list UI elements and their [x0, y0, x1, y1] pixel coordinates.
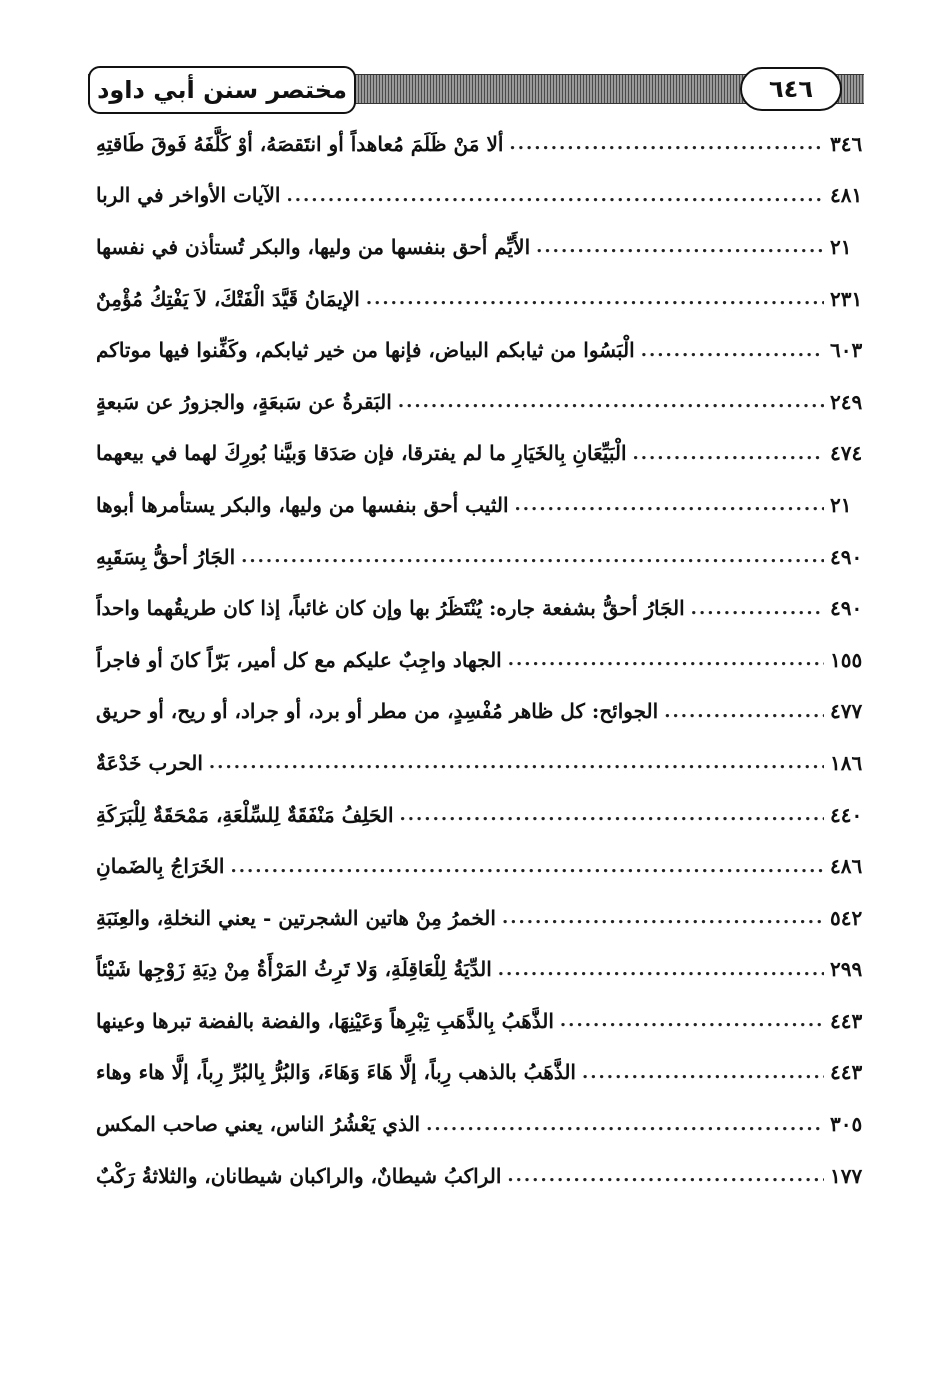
entry-page: ٣٠٥	[830, 1112, 863, 1137]
entry-text: الخَرَاجُ بِالضَمانِ	[96, 854, 225, 879]
entry-page: ٢١	[830, 492, 852, 517]
running-header	[88, 66, 864, 114]
entry-page: ٤٤٣	[830, 1008, 863, 1033]
index-entry	[96, 840, 882, 892]
dot-leader	[582, 1062, 824, 1083]
entry-text: الجوائح: كل ظاهر مُفْسِدٍ، من مطر أو برد، أو جراد، أو ريح، أو حريق	[96, 699, 659, 724]
index-entry	[96, 428, 882, 480]
entry-page: ٢٩٩	[830, 957, 863, 982]
entry-text: الذَّهَبُ بالذهب رِباً، إلَّا هَاءَ وَهَاءَ، وَالبُرُّ بِالبُرِّ رِباً، إلَّا هاء وهاء	[96, 1060, 576, 1085]
index-entry	[96, 995, 882, 1047]
dot-leader	[498, 959, 824, 980]
dot-leader	[507, 1165, 824, 1186]
entry-page: ٤٧٧	[830, 699, 863, 724]
entry-text: الجهاد واجِبٌ عليكم مع كل أمير، بَرّاً كانَ أو فاجراً	[96, 647, 502, 672]
index-entry	[96, 221, 882, 273]
index-entry	[96, 686, 882, 738]
dot-leader	[536, 236, 824, 257]
dot-leader	[209, 752, 824, 773]
dot-leader	[508, 649, 824, 670]
dot-leader	[560, 1010, 824, 1031]
entry-text: الإيمَانُ قَيَّدَ الْفَتْكَ، لاَ يَفْتِكُ مُؤْمِنٌ	[96, 286, 360, 311]
dot-leader	[287, 185, 825, 206]
entry-page: ٢٤٩	[830, 389, 863, 414]
entry-text: الخمرُ مِنْ هاتين الشجرتين - يعني النخلةِ، والعِنَبَةِ	[96, 905, 496, 930]
entry-page: ٤٨٦	[830, 854, 863, 879]
dot-leader	[641, 340, 824, 361]
entry-text: الدِّيَةُ لِلْعَاقِلَةِ، وَلا تَرِثُ المَرْأَةُ مِنْ دِيَةِ زَوْجِها شَيْئاً	[96, 957, 492, 982]
entry-page: ٣٤٦	[830, 131, 863, 156]
entry-page: ٤٧٤	[830, 441, 863, 466]
entry-page: ١٥٥	[830, 647, 863, 672]
entry-page: ٤٩٠	[830, 596, 863, 621]
entry-text: الذي يَعْشُرُ الناس، يعني صاحب المكس	[96, 1112, 421, 1137]
entry-text: الحَلِفُ مَنْفَقَةٌ لِلسِّلْعَةِ، مَمْحَقَةٌ لِلْبَرَكَةِ	[96, 802, 394, 827]
index-entry	[96, 1098, 882, 1150]
entry-page: ١٨٦	[830, 750, 863, 775]
index-entry	[96, 1150, 882, 1202]
dot-leader	[509, 133, 824, 154]
index-entry	[96, 582, 882, 634]
index-entry	[96, 170, 882, 222]
index-list	[96, 118, 882, 1201]
entry-text: الْبَسُوا من ثيابكم البياض، فإنها من خير ثيابكم، وكَفِّنوا فيها موتاكم	[96, 338, 635, 363]
entry-text: الْبَيِّعَانِ بِالخَيَارِ ما لم يفترقا، فإن صَدَقا وَبيَّنا بُورِكَ لهما في بيعهما	[96, 441, 627, 466]
index-entry	[96, 1047, 882, 1099]
dot-leader	[241, 546, 824, 567]
index-entry	[96, 892, 882, 944]
dot-leader	[691, 598, 824, 619]
entry-page: ٢١	[830, 234, 852, 259]
index-entry	[96, 324, 882, 376]
dot-leader	[230, 856, 824, 877]
entry-page: ٦٠٣	[830, 338, 863, 363]
entry-text: الحرب خَدْعَةٌ	[96, 750, 203, 775]
dot-leader	[633, 443, 825, 464]
index-entry	[96, 789, 882, 841]
index-entry	[96, 118, 882, 170]
entry-text: الجَارُ أحقُّ بِسَقَبِهِ	[96, 544, 236, 569]
dot-leader	[366, 288, 824, 309]
index-entry	[96, 376, 882, 428]
entry-text: الأَيِّم أحق بنفسها من وليها، والبكر تُستأذن في نفسها	[96, 234, 531, 259]
entry-text: البَقرةُ عن سَبعَةٍ، والجزورُ عن سَبعةٍ	[96, 389, 392, 414]
index-entry	[96, 479, 882, 531]
entry-page: ٤٤٠	[830, 802, 863, 827]
entry-text: الثيب أحق بنفسها من وليها، والبكر يستأمرها أبوها	[96, 492, 509, 517]
index-entry	[96, 737, 882, 789]
dot-leader	[502, 907, 824, 928]
dot-leader	[400, 804, 825, 825]
entry-text: الذَّهَبُ بِالذَّهَبِ تِبْرِهاً وَعَيْنِهَا، والفضة بالفضة تبرها وعينها	[96, 1008, 554, 1033]
entry-page: ٤٩٠	[830, 544, 863, 569]
entry-page: ٤٨١	[830, 183, 863, 208]
index-entry	[96, 634, 882, 686]
dot-leader	[515, 494, 824, 515]
entry-text: الراكبُ شيطانٌ، والراكبان شيطانان، والثلاثةُ رَكْبٌ	[96, 1163, 502, 1188]
page-number: ٦٤٦	[740, 67, 842, 111]
index-entry	[96, 273, 882, 325]
entry-text: الآيات الأواخر في الربا	[96, 183, 281, 208]
index-entry	[96, 531, 882, 583]
entry-page: ٢٣١	[830, 286, 863, 311]
entry-text: ألا مَنْ ظَلَمَ مُعاهداً أو انتَقصَهُ، أوْ كَلَّفَهُ فَوقَ طَاقتِهِ	[96, 131, 504, 156]
dot-leader	[398, 391, 824, 412]
entry-text: الجَارُ أحقُّ بشفعة جاره: يُنْتَظَرُ بها وإن كان غائباً، إذا كان طريقُهما واحداً	[96, 596, 685, 621]
dot-leader	[664, 701, 824, 722]
entry-page: ٤٤٣	[830, 1060, 863, 1085]
index-entry	[96, 944, 882, 996]
entry-page: ١٧٧	[830, 1163, 863, 1188]
book-title: مختصر سنن أبي داود	[88, 66, 356, 114]
entry-page: ٥٤٢	[830, 905, 863, 930]
dot-leader	[426, 1114, 824, 1135]
